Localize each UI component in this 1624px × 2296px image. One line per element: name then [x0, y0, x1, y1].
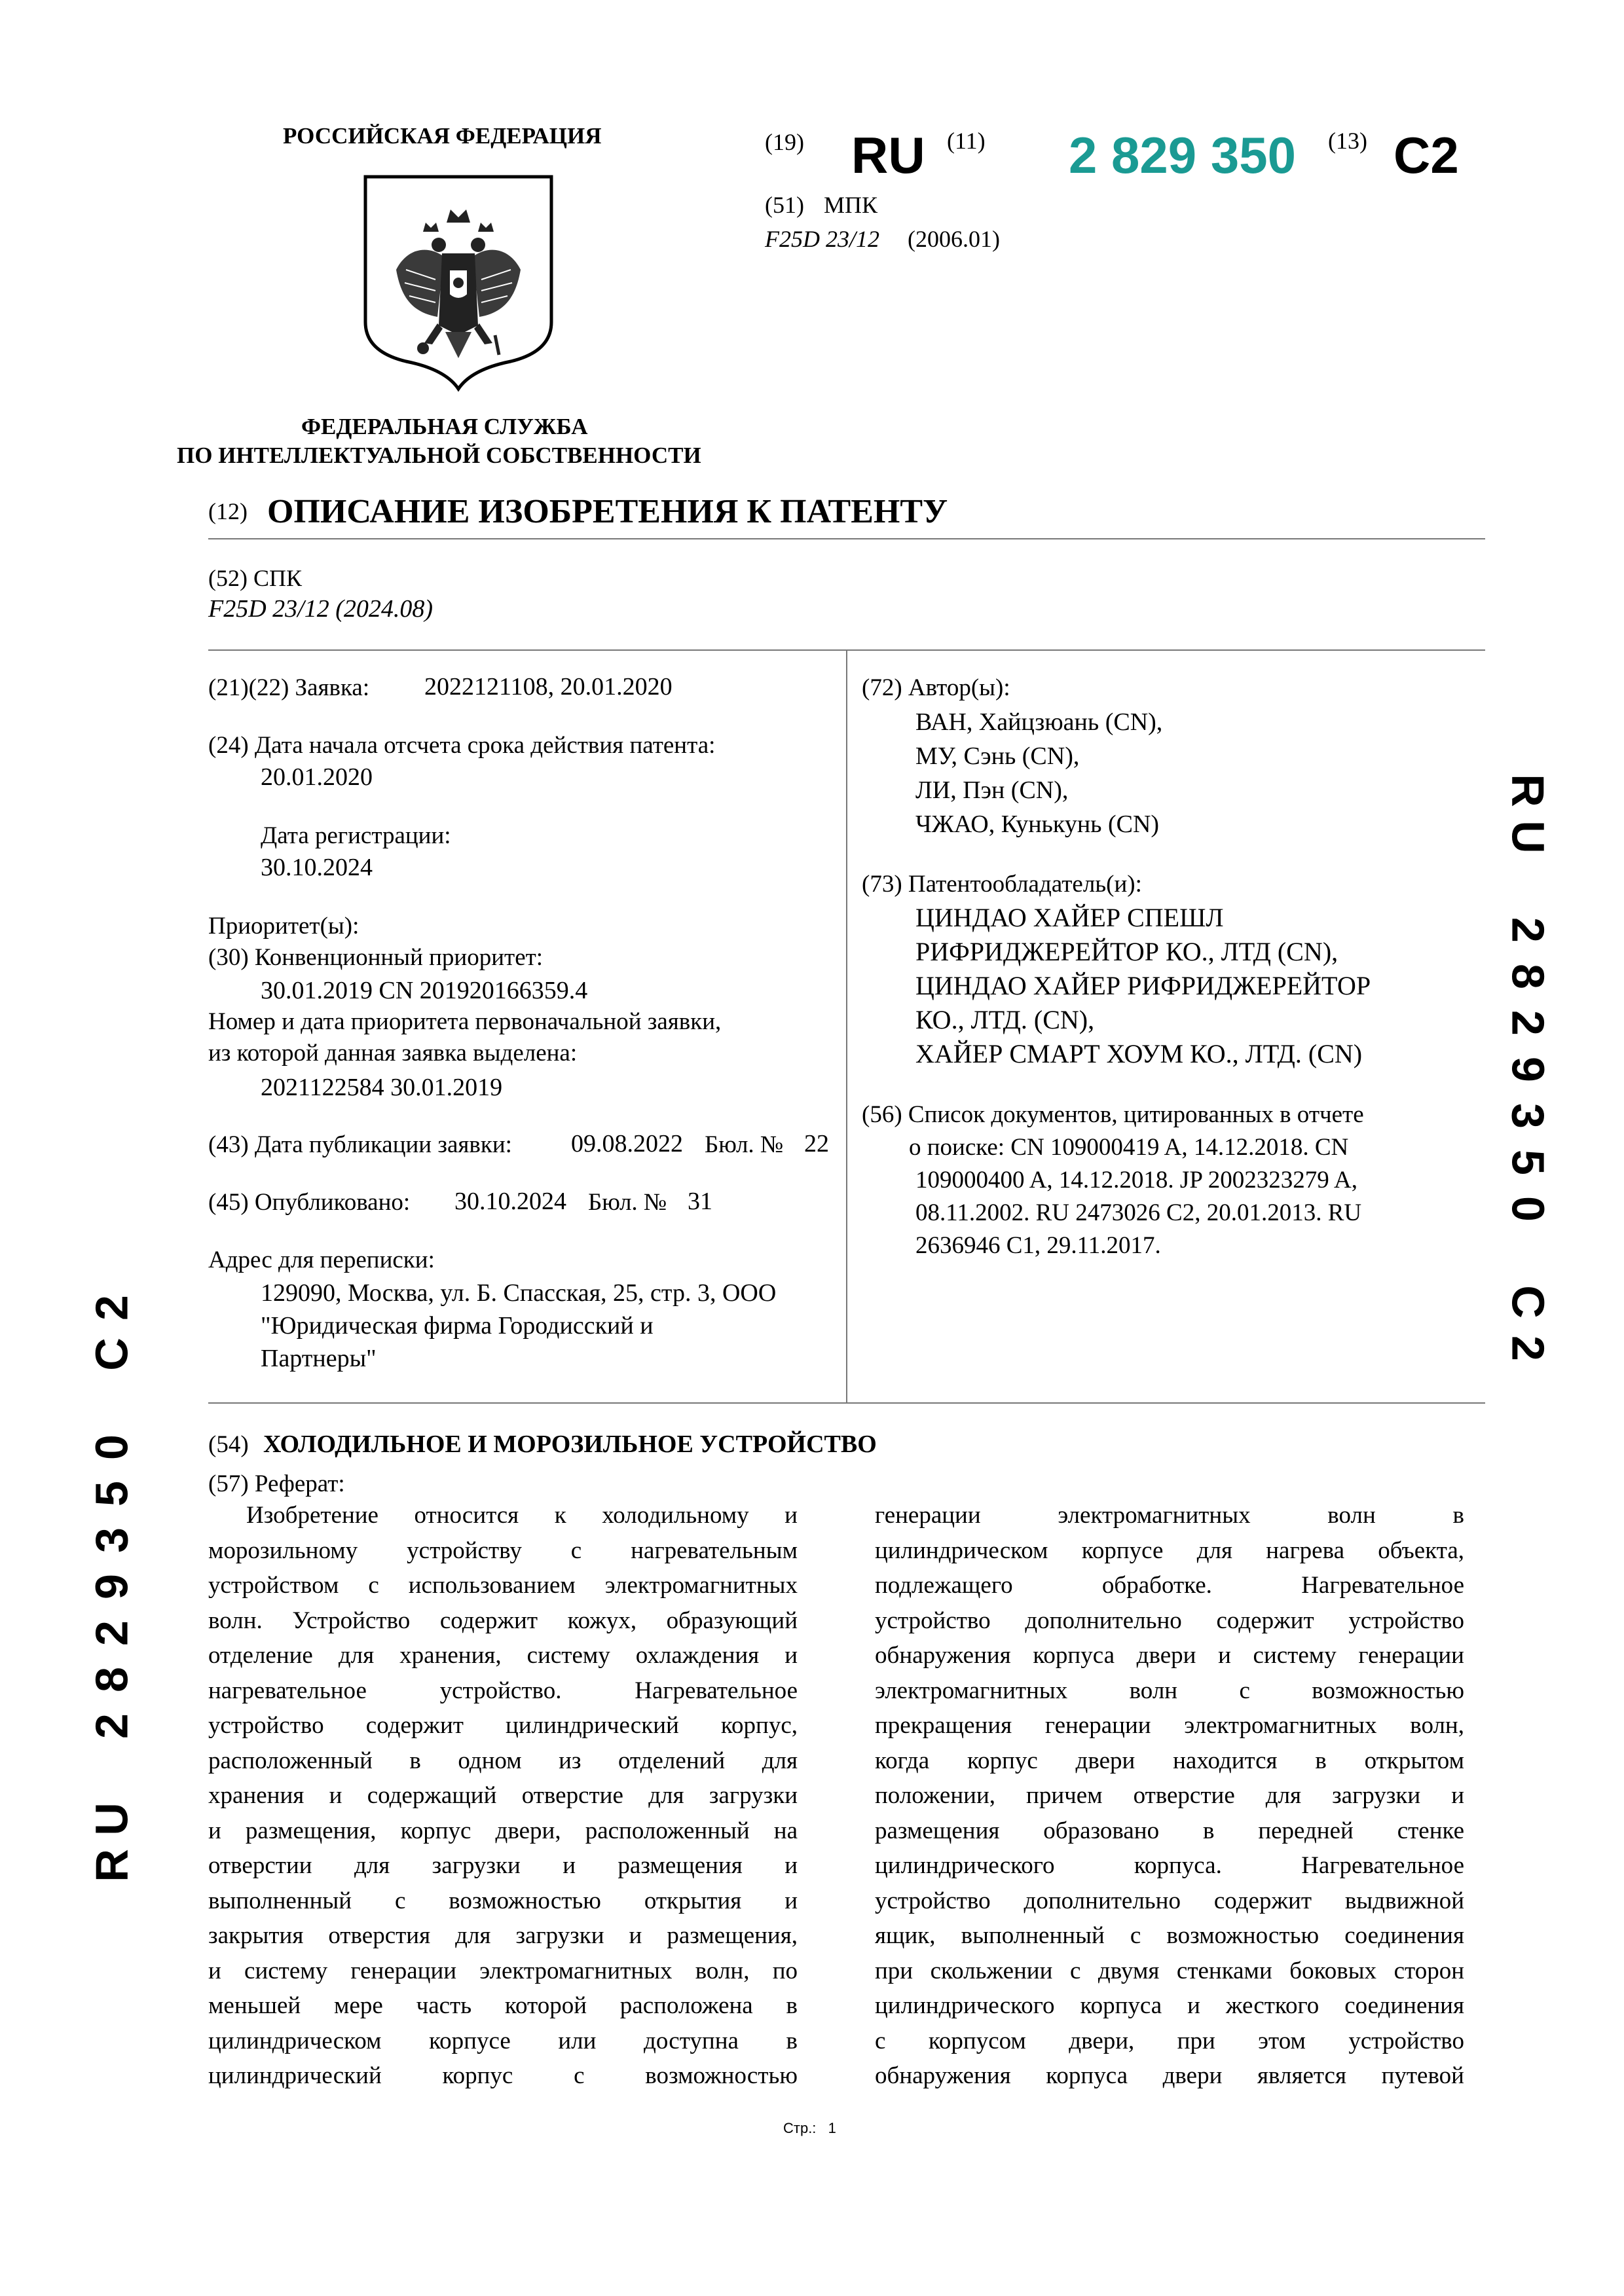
pub-app-bulletin: Бюл. №: [705, 1131, 784, 1158]
margin-char: 8: [86, 1667, 138, 1692]
abstract-left-column: [208, 1498, 798, 2094]
abstract-line: устройство дополнительно содержит выдвижной: [875, 1887, 1464, 1914]
pub-app-number: 22: [804, 1130, 829, 1157]
margin-char: U: [1502, 820, 1554, 854]
agency-name-line-1: ФЕДЕРАЛЬНАЯ СЛУЖБА: [301, 414, 588, 439]
code-51: (51): [765, 192, 804, 218]
abstract-line: отверстии для загрузки и размещения и: [208, 1852, 798, 1879]
term-label: (24) Дата начала отсчета срока действия патента:: [208, 732, 716, 759]
margin-char: R: [1502, 774, 1554, 807]
margin-char: 9: [86, 1574, 138, 1599]
margin-char: 5: [1502, 1150, 1554, 1175]
cited-documents-line: 109000400 A, 14.12.2018. JP 2002323279 A,: [915, 1167, 1357, 1194]
abstract-line: нагревательное устройство. Нагревательное: [208, 1677, 798, 1704]
patent-number: 2 829 350: [1069, 126, 1297, 184]
invention-code: (54): [208, 1431, 249, 1458]
term-value: 20.01.2020: [261, 763, 373, 791]
code-13: (13): [1328, 128, 1367, 154]
abstract-line: меньшей мере часть которой расположена в: [208, 1992, 798, 2019]
cited-documents-line: о поиске: CN 109000419 A, 14.12.2018. CN: [909, 1134, 1349, 1161]
abstract-line: отделение для хранения, систему охлаждения и: [208, 1642, 798, 1669]
convention-value: 30.01.2019 CN 201920166359.4: [261, 977, 588, 1004]
convention-label: (30) Конвенционный приоритет:: [208, 944, 544, 971]
abstract-line: и систему генерации электромагнитных волн, по: [208, 1957, 798, 1984]
page-label: Стр.:: [783, 2120, 817, 2136]
address-line: Партнеры": [261, 1345, 377, 1372]
cited-documents-line: (56) Список документов, цитированных в отчете: [862, 1101, 1364, 1128]
published-number: 31: [688, 1188, 712, 1215]
document-title: ОПИСАНИЕ ИЗОБРЕТЕНИЯ К ПАТЕНТУ: [267, 493, 948, 530]
holder-line: ЦИНДАО ХАЙЕР РИФРИДЖЕРЕЙТОР: [915, 971, 1371, 1000]
registration-value: 30.10.2024: [261, 854, 373, 881]
page-indicator: [783, 2120, 836, 2137]
author-name: МУ, Сэнь (CN),: [915, 742, 1080, 770]
country-name: РОССИЙСКАЯ ФЕДЕРАЦИЯ: [283, 123, 602, 149]
mpk-label: МПК: [824, 192, 878, 218]
margin-char: [1505, 860, 1551, 907]
address-line: 129090, Москва, ул. Б. Спасская, 25, стр. 3, ООО: [261, 1279, 777, 1307]
title-code: (12): [208, 498, 248, 524]
parent-value: 2021122584 30.01.2019: [261, 1074, 503, 1101]
abstract-line: электромагнитных волн с возможностью: [875, 1677, 1464, 1704]
pub-app-date: 09.08.2022: [571, 1130, 683, 1157]
abstract-line: морозильному устройству с нагревательным: [208, 1537, 798, 1564]
margin-char: 3: [1502, 1103, 1554, 1129]
application-value: 2022121108, 20.01.2020: [424, 673, 673, 701]
margin-char: R: [86, 1849, 138, 1882]
abstract-line: размещения образовано в передней стенке: [875, 1817, 1464, 1844]
abstract-line: при скольжении с двумя стенками боковых сторон: [875, 1957, 1464, 1984]
margin-char: 2: [86, 1620, 138, 1646]
margin-char: 0: [86, 1434, 138, 1460]
address-line: "Юридическая фирма Городисский и: [261, 1312, 654, 1339]
margin-char: 2: [86, 1713, 138, 1739]
abstract-line: выполненный с возможностью открытия и: [208, 1887, 798, 1914]
agency-name-line-2: ПО ИНТЕЛЛЕКТУАЛЬНОЙ СОБСТВЕННОСТИ: [177, 443, 701, 468]
invention-name: ХОЛОДИЛЬНОЕ И МОРОЗИЛЬНОЕ УСТРОЙСТВО: [263, 1430, 877, 1458]
abstract-right-column: [875, 1498, 1464, 2094]
margin-patent-number-left: [86, 1285, 138, 1889]
abstract-line: обнаружения корпуса двери является путевой: [875, 2062, 1464, 2089]
published-bulletin: Бюл. №: [588, 1189, 667, 1216]
abstract-line: расположенный в одном из отделений для: [208, 1747, 798, 1774]
cited-documents-line: 08.11.2002. RU 2473026 C2, 20.01.2013. RU: [915, 1199, 1362, 1226]
kind-code: C2: [1393, 126, 1459, 184]
abstract-line: генерации электромагнитных волн в: [875, 1502, 1464, 1529]
published-label: (45) Опубликовано:: [208, 1189, 411, 1216]
holder-line: ЦИНДАО ХАЙЕР СПЕШЛ: [915, 903, 1224, 932]
priority-label: Приоритет(ы):: [208, 913, 360, 939]
margin-char: 5: [86, 1481, 138, 1506]
margin-char: [1505, 1232, 1551, 1279]
mpk-version: (2006.01): [908, 226, 1000, 252]
margin-char: 0: [1502, 1196, 1554, 1222]
registration-label: Дата регистрации:: [261, 822, 451, 849]
holders-label: (73) Патентообладатель(и):: [862, 871, 1142, 898]
abstract-line: когда корпус двери находится в открытом: [875, 1747, 1464, 1774]
coat-of-arms-emblem: [360, 172, 557, 394]
margin-char: U: [86, 1802, 138, 1836]
address-label: Адрес для переписки:: [208, 1247, 435, 1273]
column-divider: [846, 649, 847, 1402]
holder-line: РИФРИДЖЕРЕЙТОР КО., ЛТД (CN),: [915, 937, 1338, 966]
abstract-line: цилиндрическом корпусе для нагрева объекта,: [875, 1537, 1464, 1564]
pub-app-label: (43) Дата публикации заявки:: [208, 1131, 512, 1158]
authors-label: (72) Автор(ы):: [862, 674, 1010, 701]
country-code: RU: [851, 126, 925, 184]
holder-line: КО., ЛТД. (CN),: [915, 1005, 1095, 1034]
abstract-line: цилиндрическом корпусе или доступна в: [208, 2027, 798, 2054]
parent-label-1: Номер и дата приоритета первоначальной заявки,: [208, 1008, 722, 1035]
margin-char: 3: [86, 1527, 138, 1553]
spk-value: F25D 23/12 (2024.08): [208, 595, 434, 623]
page-number: 1: [828, 2120, 836, 2136]
code-11: (11): [947, 128, 986, 154]
abstract-line: положении, причем отверстие для загрузки и: [875, 1782, 1464, 1809]
author-name: ЧЖАО, Кунькунь (CN): [915, 811, 1160, 838]
abstract-line: закрытия отверстия для загрузки и размещения,: [208, 1922, 798, 1949]
abstract-line: цилиндрический корпус с возможностью: [208, 2062, 798, 2089]
abstract-label: (57) Реферат:: [208, 1470, 345, 1497]
margin-char: 8: [1502, 964, 1554, 989]
cited-documents-line: 2636946 C1, 29.11.2017.: [915, 1232, 1161, 1259]
margin-patent-number-right: [1502, 767, 1554, 1372]
biblio-divider: [208, 1402, 1485, 1404]
abstract-line: подлежащего обработке. Нагревательное: [875, 1572, 1464, 1599]
abstract-line: цилиндрического корпуса и жесткого соединения: [875, 1992, 1464, 2019]
abstract-line: устройство содержит цилиндрический корпус,: [208, 1712, 798, 1739]
code-19: (19): [765, 129, 804, 155]
parent-label-2: из которой данная заявка выделена:: [208, 1040, 578, 1066]
abstract-line: прекращения генерации электромагнитных волн,: [875, 1712, 1464, 1739]
abstract-line: цилиндрического корпуса. Нагревательное: [875, 1852, 1464, 1879]
abstract-line: Изобретение относится к холодильному и: [246, 1502, 798, 1529]
margin-char: 9: [1502, 1057, 1554, 1082]
abstract-line: обнаружения корпуса двери и систему генерации: [875, 1642, 1464, 1669]
margin-char: [89, 1749, 135, 1796]
margin-char: 2: [1502, 917, 1554, 943]
title-divider: [208, 538, 1485, 539]
margin-char: 2: [86, 1295, 138, 1321]
abstract-line: волн. Устройство содержит кожух, образующий: [208, 1607, 798, 1634]
abstract-line: ящик, выполненный с возможностью соединения: [875, 1922, 1464, 1949]
abstract-line: устройством с использованием электромагнитных: [208, 1572, 798, 1599]
author-name: ВАН, Хайцзюань (CN),: [915, 708, 1163, 736]
abstract-line: устройство дополнительно содержит устройство: [875, 1607, 1464, 1634]
published-date: 30.10.2024: [454, 1188, 566, 1215]
abstract-line: хранения и содержащий отверстие для загрузки: [208, 1782, 798, 1809]
spk-label: (52) СПК: [208, 565, 302, 591]
margin-char: [89, 1377, 135, 1424]
margin-char: C: [1502, 1285, 1554, 1319]
abstract-line: с корпусом двери, при этом устройство: [875, 2027, 1464, 2054]
mpk-class: F25D 23/12: [765, 226, 879, 252]
holder-line: ХАЙЕР СМАРТ ХОУМ КО., ЛТД. (CN): [915, 1039, 1363, 1068]
author-name: ЛИ, Пэн (CN),: [915, 776, 1069, 804]
application-label: (21)(22) Заявка:: [208, 674, 370, 701]
abstract-line: и размещения, корпус двери, расположенный на: [208, 1817, 798, 1844]
margin-char: 2: [1502, 1010, 1554, 1036]
margin-char: C: [86, 1338, 138, 1371]
margin-char: 2: [1502, 1336, 1554, 1361]
